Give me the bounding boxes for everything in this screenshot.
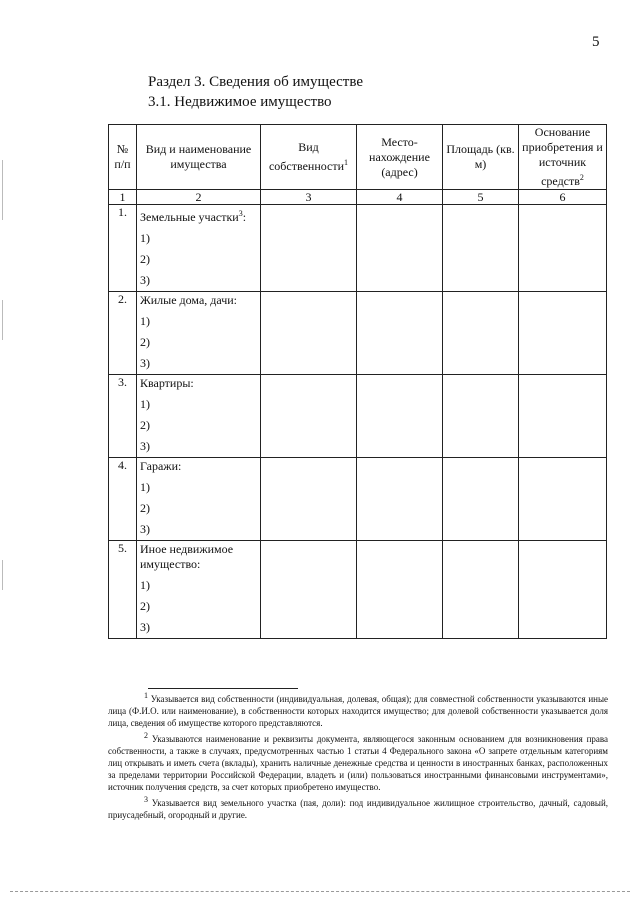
location-cell (357, 205, 443, 292)
column-number: 1 (109, 190, 137, 205)
row-category (137, 205, 261, 292)
footnote-divider (148, 688, 298, 689)
row-number: 1. (109, 205, 137, 292)
basis-cell (519, 458, 607, 541)
row-number: 3. (109, 375, 137, 458)
footnote-2: $^2$ Указываются наименование и реквизиты документа, являющегося законным основанием для возникновения права собственности, а также в случаях, предусмотренных частью 1 статьи 4 Федерального закона «О запрете отдельным категориям лиц открывать и иметь счета (вклады), хранить наличные денежные средства и ценности в иностранных банках, расположенных за пределами территории Российской Федерации, владеть и (или) пользоваться иностранными финансовыми инструментами», источник получения средств, за счет которых приобретено имущество. (108, 730, 609, 793)
column-number: 4 (357, 190, 443, 205)
list-item: 2) (140, 418, 150, 432)
location-cell (357, 375, 443, 458)
list-item: 2) (140, 335, 150, 349)
ownership-cell (261, 375, 357, 458)
area-cell (443, 458, 519, 541)
footnote-ref: 1 (344, 158, 349, 167)
area-cell (443, 292, 519, 375)
header-ownership (261, 125, 357, 190)
list-item: 2) (140, 599, 150, 613)
section-header (148, 72, 363, 112)
footnote-1: $^1$ Указывается вид собственности (индивидуальная, долевая, общая); для совместной собственности указываются иные лица (Ф.И.О. или наименование), в собственности которых находится имущество; для долевой собственности указывается доля лица, сведения об имуществе которого представляются. (108, 691, 608, 729)
header-name: Вид и наименование имущества (137, 125, 261, 190)
scan-artifact (2, 560, 3, 590)
footnote-3: $^3$ Указывается вид земельного участка (пая, доли): под индивидуальное жилищное строительство, дачный, садовый, приусадебный, огородный и другие. (108, 794, 609, 820)
header-basis (519, 125, 607, 190)
list-item: 3) (140, 356, 150, 370)
scan-artifact (2, 160, 3, 220)
location-cell (357, 541, 443, 639)
header-num: № п/п (109, 125, 137, 190)
header-area: Площадь (кв. м) (443, 125, 519, 190)
row-number: 5. (109, 541, 137, 639)
list-item: 3) (140, 620, 150, 634)
row-number: 2. (109, 292, 137, 375)
table-header-row (109, 125, 607, 190)
area-cell (443, 541, 519, 639)
column-number: 2 (137, 190, 261, 205)
footnote-mark: 1 (144, 691, 148, 700)
list-item: 1) (140, 578, 150, 592)
category-title: Иное недвижимое имущество: (140, 542, 234, 571)
table-row (109, 205, 607, 292)
ownership-cell (261, 292, 357, 375)
ownership-cell (261, 205, 357, 292)
basis-cell (519, 541, 607, 639)
table-row (109, 375, 607, 458)
category-title: Жилые дома, дачи: (140, 293, 238, 307)
real-estate-table (108, 124, 607, 639)
area-cell (443, 375, 519, 458)
footnotes (108, 690, 608, 821)
basis-cell (519, 375, 607, 458)
list-item: 2) (140, 501, 150, 515)
row-number: 4. (109, 458, 137, 541)
row-category (137, 292, 261, 375)
category-title: Квартиры: (140, 376, 194, 390)
list-item: 2) (140, 252, 150, 266)
column-number: 6 (519, 190, 607, 205)
page-number: 5 (592, 34, 600, 50)
header-basis-label: Основание приобретения и источник средств (522, 125, 603, 188)
subsection-title: 3.1. Недвижимое имущество (148, 94, 332, 110)
footnote-ref: 2 (579, 173, 584, 182)
category-title: Земельные участки$^3$: (140, 209, 247, 224)
ownership-cell (261, 458, 357, 541)
table-row (109, 458, 607, 541)
column-number: 3 (261, 190, 357, 205)
footnote-mark: 3 (144, 794, 148, 804)
footnote-ref: 3 (238, 209, 243, 218)
basis-cell (519, 205, 607, 292)
list-item: 1) (140, 314, 150, 328)
basis-cell (519, 292, 607, 375)
list-item: 1) (140, 480, 150, 494)
list-item: 3) (140, 522, 150, 536)
list-item: 1) (140, 231, 150, 245)
list-item: 1) (140, 397, 150, 411)
area-cell (443, 205, 519, 292)
header-location: Место-нахождение (адрес) (357, 125, 443, 190)
list-item: 3) (140, 273, 150, 287)
list-item: 3) (140, 439, 150, 453)
location-cell (357, 292, 443, 375)
table-row (109, 292, 607, 375)
footnote-mark: 2 (144, 730, 148, 740)
ownership-cell (261, 541, 357, 639)
table-row (109, 541, 607, 639)
category-title: Гаражи: (140, 459, 182, 473)
header-ownership-label: Вид собственности (268, 140, 345, 173)
row-category (137, 375, 261, 458)
column-number-row (109, 190, 607, 205)
scan-artifact (2, 300, 3, 340)
section-title: Раздел 3. Сведения об имуществе (148, 74, 363, 90)
column-number: 5 (443, 190, 519, 205)
page-bottom-edge (10, 891, 630, 892)
location-cell (357, 458, 443, 541)
row-category (137, 458, 261, 541)
row-category (137, 541, 261, 639)
